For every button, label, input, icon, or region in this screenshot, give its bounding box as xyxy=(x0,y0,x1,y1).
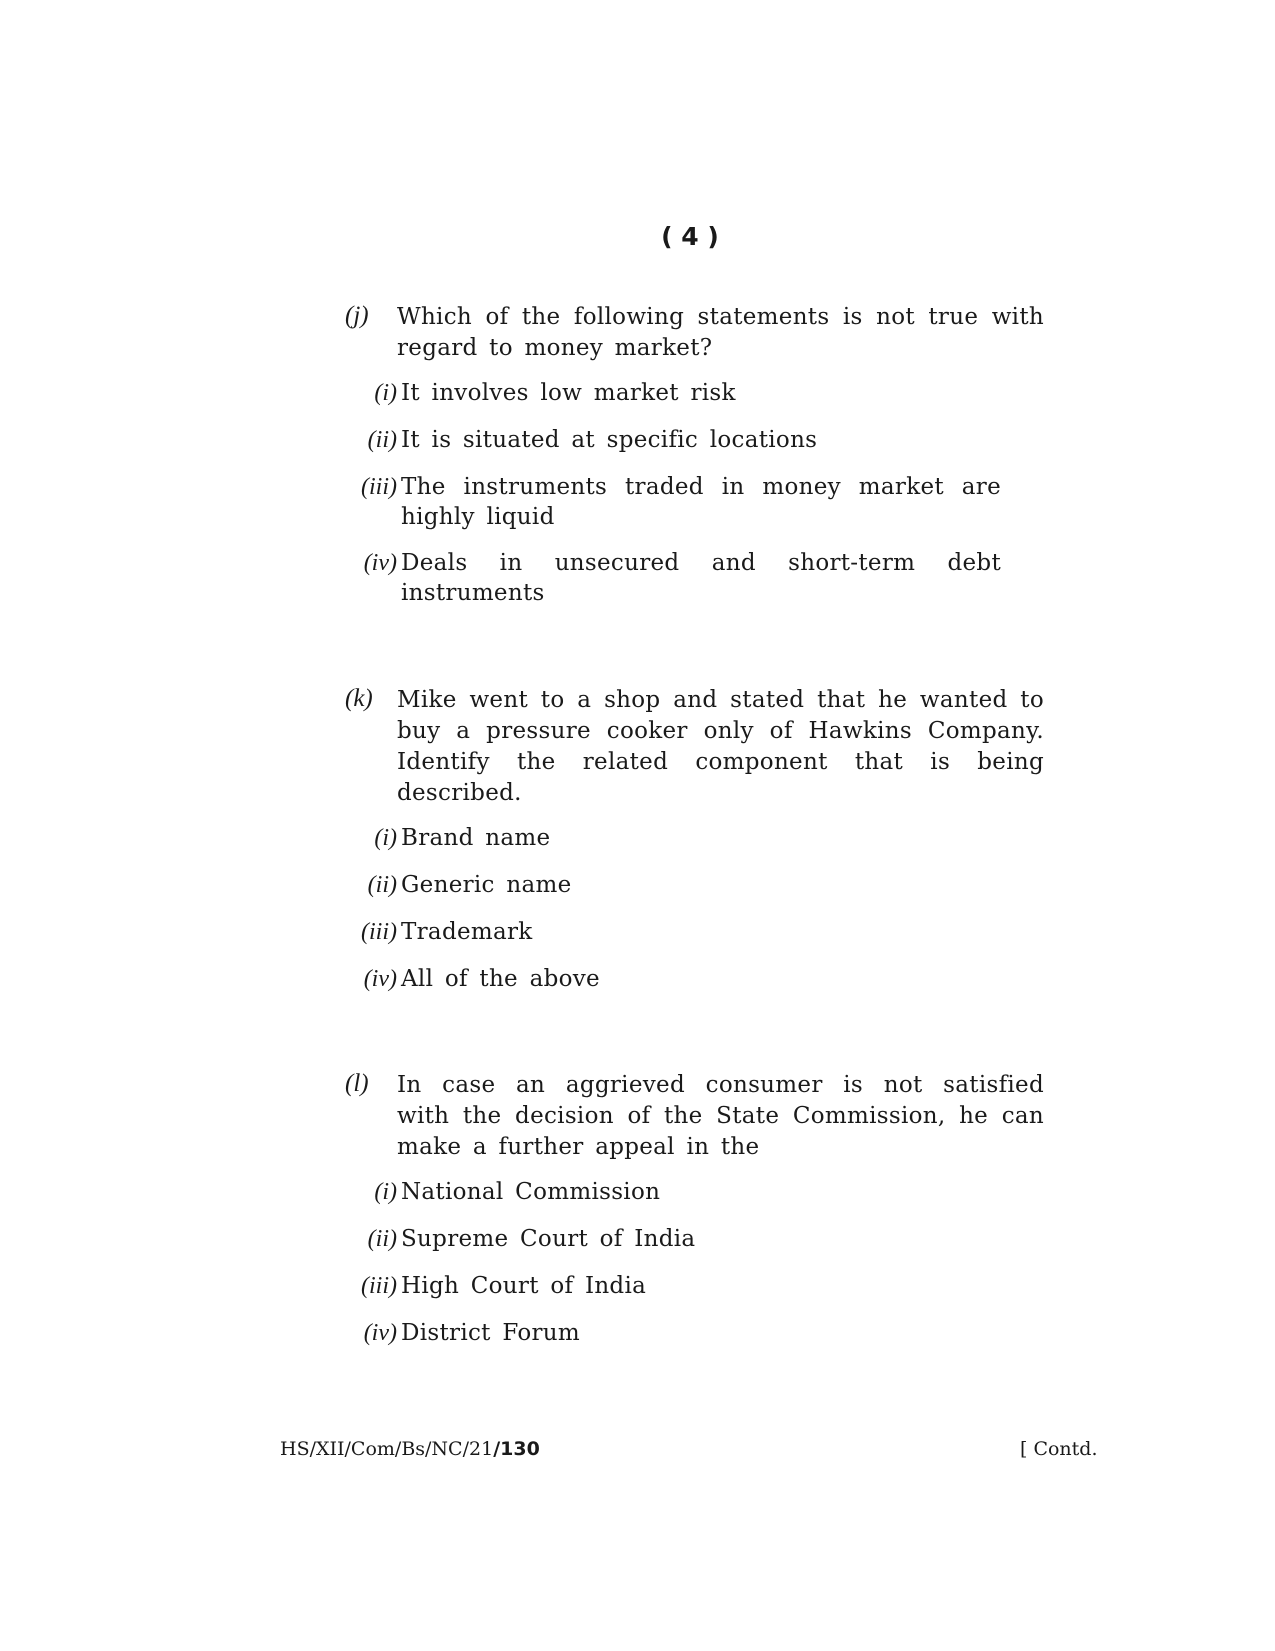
question-l xyxy=(345,1070,1045,1365)
option-label: (iv) xyxy=(363,1320,397,1346)
option-text: District Forum xyxy=(401,1320,580,1346)
option xyxy=(352,1318,1045,1349)
option xyxy=(352,1177,1045,1208)
option-label: (iii) xyxy=(361,474,397,500)
option xyxy=(352,870,1045,901)
question-label: (l) xyxy=(345,1070,369,1097)
option xyxy=(352,964,1045,995)
option-label: (i) xyxy=(374,825,397,851)
option-text: National Commission xyxy=(401,1179,661,1205)
option-label: (ii) xyxy=(367,1226,397,1252)
paper-code-number: /130 xyxy=(493,1438,540,1460)
option xyxy=(352,917,1045,948)
question-j xyxy=(345,302,1045,624)
option-label: (i) xyxy=(374,380,397,406)
option-text: All of the above xyxy=(401,966,600,992)
paper-code-text: HS/XII/Com/Bs/NC/21 xyxy=(280,1438,494,1460)
question-text: Mike went to a shop and stated that he wanted to buy a pressure cooker only of Hawkins Company. Identify the related component that is being described. xyxy=(397,687,1044,806)
page-number: ( 4 ) xyxy=(661,222,719,251)
option-text: It involves low market risk xyxy=(401,380,736,406)
option xyxy=(352,1224,1045,1255)
option xyxy=(352,548,1045,608)
option xyxy=(352,425,1045,456)
option-text: Supreme Court of India xyxy=(401,1226,696,1252)
question-text: Which of the following statements is not true with regard to money market? xyxy=(397,304,1044,361)
option-text: High Court of India xyxy=(401,1273,647,1299)
option-list xyxy=(352,1177,1045,1349)
option-label: (ii) xyxy=(367,427,397,453)
option xyxy=(352,378,1045,409)
option-label: (iii) xyxy=(361,919,397,945)
option xyxy=(352,472,1045,532)
option-label: (iii) xyxy=(361,1273,397,1299)
option-list xyxy=(352,823,1045,995)
option-label: (iv) xyxy=(363,966,397,992)
option xyxy=(352,1271,1045,1302)
option xyxy=(352,823,1045,854)
option-label: (i) xyxy=(374,1179,397,1205)
option-text: It is situated at specific locations xyxy=(401,427,818,453)
question-label: (j) xyxy=(345,302,369,329)
option-text: Brand name xyxy=(401,825,551,851)
question-text: In case an aggrieved consumer is not satisfied with the decision of the State Commission, he can make a further appeal in the xyxy=(397,1072,1044,1160)
option-label: (iv) xyxy=(363,550,397,576)
option-text: Trademark xyxy=(401,919,533,945)
contd-marker: [ Contd. xyxy=(1020,1438,1098,1460)
option-text: Generic name xyxy=(401,872,572,898)
option-text: The instruments traded in money market are highly liquid xyxy=(401,474,1001,530)
question-k xyxy=(345,685,1045,1011)
option-list xyxy=(352,378,1045,608)
paper-code xyxy=(280,1438,540,1460)
option-label: (ii) xyxy=(367,872,397,898)
option-text: Deals in unsecured and short-term debt instruments xyxy=(401,550,1001,606)
question-label: (k) xyxy=(345,685,373,712)
